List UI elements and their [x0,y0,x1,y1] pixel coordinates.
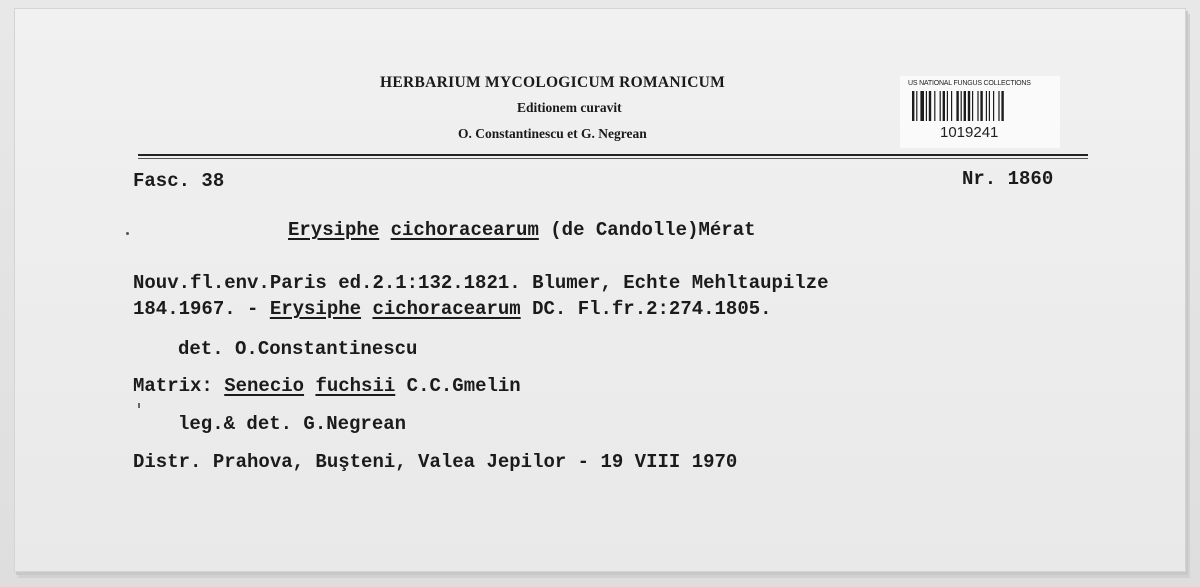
matrix-line [133,375,521,397]
barcode-sticker [900,76,1060,148]
header-rule [138,154,1088,156]
citation-prefix: 184.1967. - [133,298,270,320]
locality-line: Distr. Prahova, Buşteni, Valea Jepilor - 19 VIII 1970 [133,451,738,473]
taxon-species: cichoracearum [390,219,539,241]
determiner-line: det. O.Constantinescu [178,338,418,360]
header-subtitle: Editionem curavit [517,100,622,115]
barcode-number: 1019241 [940,124,999,141]
specimen-number: Nr. 1860 [962,168,1054,190]
header-editors: O. Constantinescu et G. Negrean [458,126,647,141]
taxon-authority: (de Candolle)Mérat [550,219,756,241]
matrix-authority: C.C.Gmelin [395,375,521,397]
header-title: HERBARIUM MYCOLOGICUM ROMANICUM [380,74,726,91]
barcode-caption: US NATIONAL FUNGUS COLLECTIONS [908,80,1031,87]
citation-species: cichoracearum [372,298,521,320]
taxon-name [288,219,756,241]
citation-suffix: DC. Fl.fr.2:274.1805. [520,298,772,320]
citation-line-1: Nouv.fl.env.Paris ed.2.1:132.1821. Blumer, Echte Mehltaupilze [133,272,829,294]
fascicle-number: Fasc. 38 [133,170,225,192]
citation-genus: Erysiphe [269,298,362,320]
paper-speck [138,403,140,408]
barcode-icon [912,91,1048,121]
collector-line: leg.& det. G.Negrean [178,413,407,435]
taxon-genus: Erysiphe [288,219,380,241]
matrix-species: fuchsii [315,375,396,397]
citation-line-2 [133,298,772,320]
matrix-label: Matrix: [133,375,225,397]
header-rule-thin [138,158,1088,159]
paper-speck [126,232,129,235]
matrix-genus: Senecio [224,375,305,397]
